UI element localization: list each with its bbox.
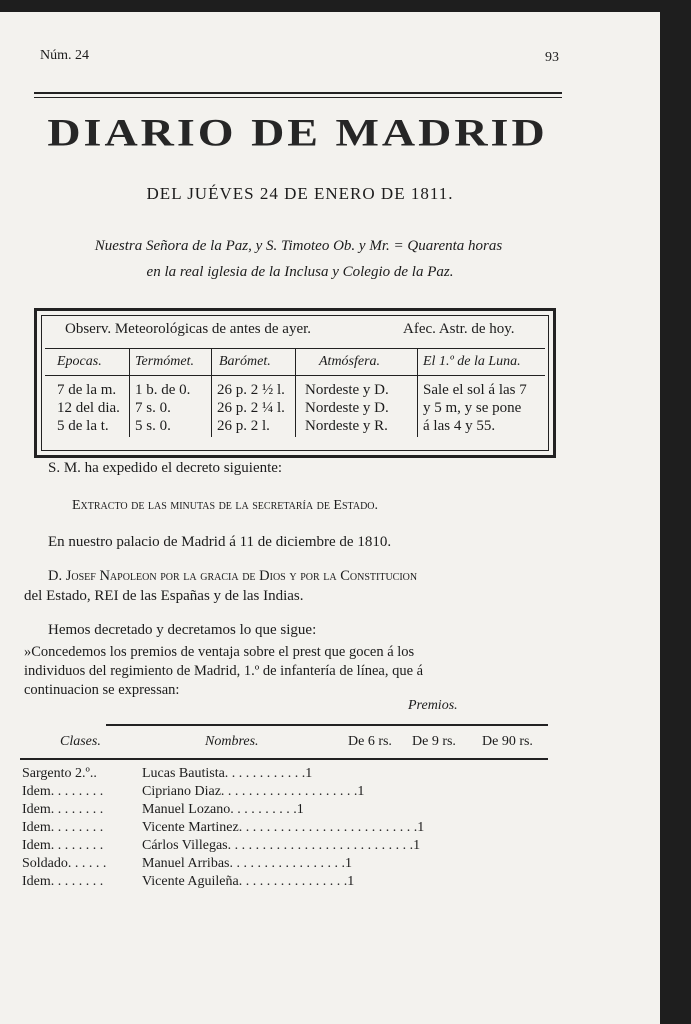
- page-number: 93: [545, 50, 559, 65]
- weather-barometro: 26 p. 2 l.: [217, 418, 270, 434]
- luna-line: á las 4 y 55.: [423, 418, 496, 434]
- table-row-clase: Idem. . . . . . . .: [22, 820, 104, 835]
- table-row-nombre: Vicente Aguileña. . . . . . . . . . . . . . . .1: [142, 874, 355, 889]
- weather-col-divider-4: [417, 349, 418, 437]
- weather-col-divider-1: [129, 349, 130, 437]
- table-row-clase: Sargento 2.º..: [22, 766, 97, 781]
- header-rule-top: [34, 92, 562, 94]
- weather-epoca: 5 de la t.: [57, 418, 109, 434]
- decree-preamble-line-2: del Estado, REI de las Españas y de las Indias.: [24, 588, 304, 604]
- weather-header-epocas: Epocas.: [57, 354, 102, 369]
- table-row-clase: Idem. . . . . . . .: [22, 874, 104, 889]
- decree-statement: Hemos decretado y decretamos lo que sigue:: [48, 622, 317, 638]
- weather-col-divider-2: [211, 349, 212, 437]
- table-header-90rs: De 90 rs.: [482, 734, 533, 749]
- table-row-clase: Idem. . . . . . . .: [22, 838, 104, 853]
- table-row-nombre: Cárlos Villegas. . . . . . . . . . . . . . . . . . . . . . . . . . .1: [142, 838, 421, 853]
- weather-termometro: 1 b. de 0.: [135, 382, 191, 398]
- decree-intro: S. M. ha expedido el decreto siguiente:: [48, 460, 283, 476]
- weather-title-right: Afec. Astr. de hoy.: [403, 321, 515, 337]
- masthead-title: DIARIO DE MADRID: [47, 110, 548, 155]
- table-row-clase: Idem. . . . . . . .: [22, 802, 104, 817]
- weather-atmosfera: Nordeste y D.: [305, 400, 389, 416]
- weather-termometro: 7 s. 0.: [135, 400, 171, 416]
- newspaper-page: [0, 12, 660, 1024]
- dateline: DEL JUÉVES 24 DE ENERO DE 1811.: [146, 184, 454, 203]
- weather-header-atmosfera: Atmósfera.: [319, 354, 381, 369]
- weather-atmosfera: Nordeste y R.: [305, 418, 388, 434]
- table-rule-top: [106, 724, 548, 726]
- weather-title-left: Observ. Meteorológicas de antes de ayer.: [65, 321, 312, 337]
- premios-label: Premios.: [408, 698, 458, 713]
- weather-col-divider-3: [295, 349, 296, 437]
- issue-number: Núm. 24: [40, 48, 89, 63]
- saint-line-1: Nuestra Señora de la Paz, y S. Timoteo Ob. y Mr. = Quarenta horas: [94, 238, 503, 254]
- weather-header-luna: El 1.º de la Luna.: [423, 354, 521, 369]
- table-header-9rs: De 9 rs.: [412, 734, 456, 749]
- table-row-nombre: Manuel Lozano. . . . . . . . . .1: [142, 802, 304, 817]
- decree-text-line-3: continuacion se expressan:: [24, 682, 180, 698]
- table-row-clase: Soldado. . . . . .: [22, 856, 107, 871]
- table-header-nombres: Nombres.: [205, 734, 259, 749]
- weather-header-barometro: Barómet.: [219, 354, 271, 369]
- extract-heading: Extracto de las minutas de la secretaría de Estado.: [72, 498, 379, 513]
- table-row-nombre: Vicente Martinez. . . . . . . . . . . . . . . . . . . . . . . . . .1: [142, 820, 425, 835]
- weather-epoca: 12 del dia.: [57, 400, 120, 416]
- table-rule-header: [20, 758, 548, 760]
- weather-barometro: 26 p. 2 ¼ l.: [217, 400, 285, 416]
- weather-header-termometro: Termómet.: [135, 354, 194, 369]
- luna-line: Sale el sol á las 7: [423, 382, 527, 398]
- decree-text-line-1: »Concedemos los premios de ventaja sobre el prest que gocen á los: [24, 644, 415, 660]
- header-rule-thin: [34, 97, 562, 98]
- table-row-nombre: Lucas Bautista. . . . . . . . . . . .1: [142, 766, 313, 781]
- weather-termometro: 5 s. 0.: [135, 418, 171, 434]
- table-header-6rs: De 6 rs.: [348, 734, 392, 749]
- saint-line-2: en la real iglesia de la Inclusa y Colegio de la Paz.: [146, 264, 454, 280]
- table-row-clase: Idem. . . . . . . .: [22, 784, 104, 799]
- palace-dateline: En nuestro palacio de Madrid á 11 de diciembre de 1810.: [48, 534, 392, 550]
- weather-barometro: 26 p. 2 ½ l.: [217, 382, 285, 398]
- decree-preamble-line-1: D. Josef Napoleon por la gracia de Dios y por la Constitucion: [48, 568, 418, 584]
- table-row-nombre: Cipriano Diaz. . . . . . . . . . . . . . . . . . . .1: [142, 784, 365, 799]
- decree-text-line-2: individuos del regimiento de Madrid, 1.º de infantería de línea, que á: [24, 663, 424, 679]
- weather-table: [34, 308, 556, 458]
- luna-line: y 5 m, y se pone: [423, 400, 522, 416]
- table-row-nombre: Manuel Arribas. . . . . . . . . . . . . . . . .1: [142, 856, 352, 871]
- weather-atmosfera: Nordeste y D.: [305, 382, 389, 398]
- weather-epoca: 7 de la m.: [57, 382, 117, 398]
- table-header-clases: Clases.: [60, 734, 101, 749]
